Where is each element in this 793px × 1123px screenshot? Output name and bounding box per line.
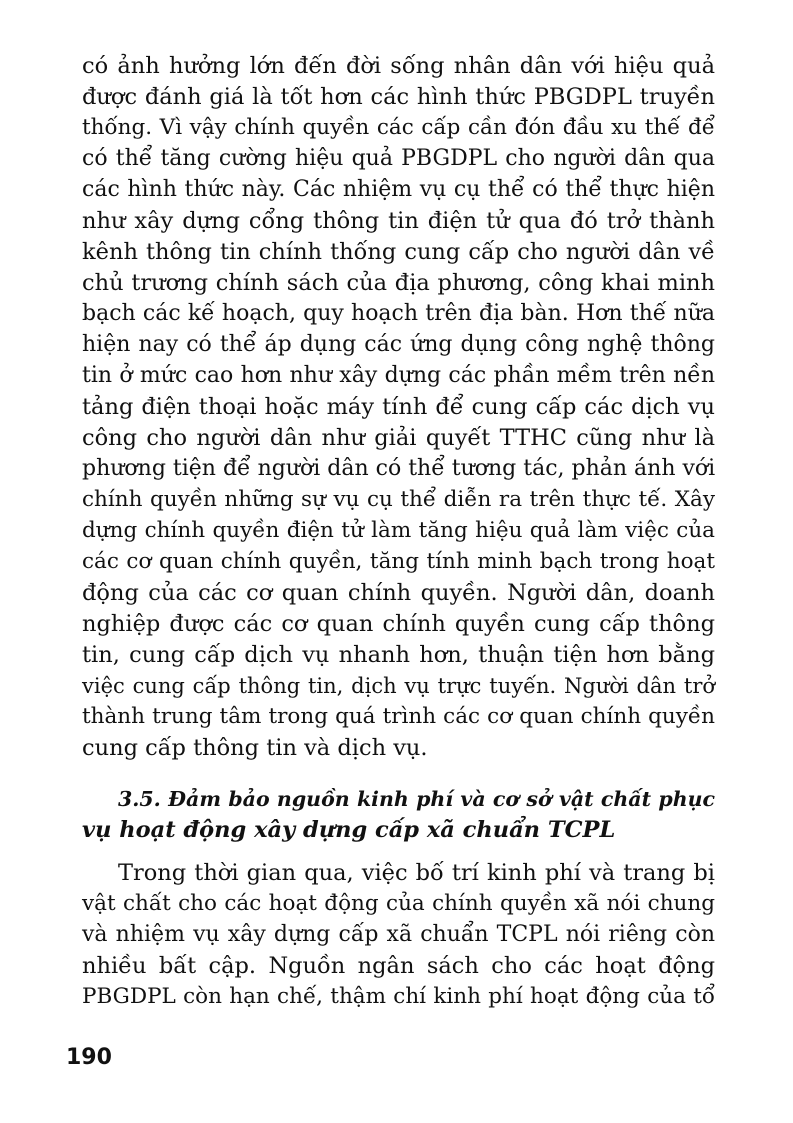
paragraph-line: được đánh giá là tốt hơn các hình thức PBGDPL truyền bbox=[82, 84, 715, 110]
paragraph-line: chính quyền những sự vụ cụ thể diễn ra trên thực tế. Xây bbox=[82, 487, 715, 512]
paragraph-line: kênh thông tin chính thống cung cấp cho người dân về bbox=[82, 239, 715, 265]
paragraph-line: có ảnh hưởng lớn đến đời sống nhân dân với hiệu quả bbox=[82, 53, 715, 79]
paragraph-line: tin, cung cấp dịch vụ nhanh hơn, thuận tiện hơn bằng bbox=[82, 642, 715, 668]
paragraph-line: động của các cơ quan chính quyền. Người dân, doanh bbox=[82, 580, 715, 606]
paragraph-line: cung cấp thông tin và dịch vụ. bbox=[82, 735, 428, 761]
paragraph-line: Trong thời gian qua, việc bố trí kinh phí và trang bị bbox=[118, 860, 715, 886]
paragraph-line: việc cung cấp thông tin, dịch vụ trực tuyến. Người dân trở bbox=[82, 674, 715, 698]
paragraph-line: dựng chính quyền điện tử làm tăng hiệu quả làm việc của bbox=[82, 518, 715, 543]
paragraph-line: nghiệp được các cơ quan chính quyền cung cấp thông bbox=[82, 611, 715, 637]
paragraph-line: và nhiệm vụ xây dựng cấp xã chuẩn TCPL nói riêng còn bbox=[82, 922, 715, 947]
paragraph-line: phương tiện để người dân có thể tương tác, phản ánh với bbox=[82, 456, 716, 481]
paragraph-line: thống. Vì vậy chính quyền các cấp cần đón đầu xu thế để bbox=[82, 115, 715, 140]
paragraph-line: vật chất cho các hoạt động của chính quyền xã nói chung bbox=[82, 891, 715, 916]
paragraph-line: nhiều bất cập. Nguồn ngân sách cho các hoạt động bbox=[82, 953, 715, 979]
paragraph-line: thành trung tâm trong quá trình các cơ quan chính quyền bbox=[82, 704, 715, 729]
section-heading-line: 3.5. Đảm bảo nguồn kinh phí và cơ sở vật chất phục bbox=[118, 787, 715, 811]
paragraph-line: các cơ quan chính quyền, tăng tính minh bạch trong hoạt bbox=[82, 549, 715, 574]
paragraph-line: tảng điện thoại hoặc máy tính để cung cấp các dịch vụ bbox=[82, 394, 715, 420]
paragraph-line: bạch các kế hoạch, quy hoạch trên địa bàn. Hơn thế nữa bbox=[82, 301, 715, 326]
section-heading-line: vụ hoạt động xây dựng cấp xã chuẩn TCPL bbox=[82, 817, 616, 843]
page-number: 190 bbox=[66, 1045, 112, 1070]
paragraph-line: chủ trương chính sách của địa phương, công khai minh bbox=[82, 270, 715, 296]
paragraph-line: công cho người dân như giải quyết TTHC cũng như là bbox=[82, 425, 715, 451]
paragraph-line: PBGDPL còn hạn chế, thậm chí kinh phí hoạt động của tổ bbox=[82, 984, 715, 1009]
paragraph-line: tin ở mức cao hơn như xây dựng các phần mềm trên nền bbox=[82, 363, 715, 388]
paragraph-line: hiện nay có thể áp dụng các ứng dụng công nghệ thông bbox=[82, 332, 715, 357]
paragraph-line: các hình thức này. Các nhiệm vụ cụ thể có thể thực hiện bbox=[82, 177, 715, 202]
paragraph-line: có thể tăng cường hiệu quả PBGDPL cho người dân qua bbox=[82, 146, 715, 171]
paragraph-line: như xây dựng cổng thông tin điện tử qua đó trở thành bbox=[82, 208, 715, 234]
